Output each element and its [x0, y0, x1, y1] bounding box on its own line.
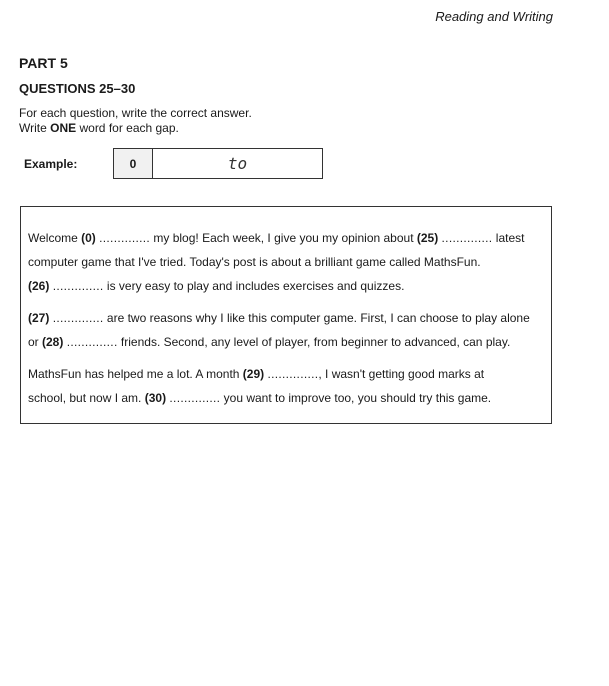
gap-26-number: (26) [28, 279, 50, 293]
gap-29-number: (29) [242, 367, 265, 381]
passage-line: computer game that I've tried. Today's post is about a brilliant game called MathsFun. [28, 255, 481, 269]
paragraph-2 [28, 306, 551, 354]
gap-30-dots: .............. [169, 391, 221, 405]
gap-25-dots: .............. [441, 231, 493, 245]
instruction-line-1: For each question, write the correct answer. [19, 106, 252, 120]
example-label: Example: [24, 157, 78, 171]
passage-line: (27) .............. are two reasons why I like this computer game. First, I can choose to play alone [28, 311, 530, 325]
gap-0-dots: .............. [99, 231, 151, 245]
paragraph-3 [28, 362, 551, 410]
gap-27-number: (27) [28, 311, 50, 325]
gap-25-number: (25) [416, 231, 439, 245]
passage-line: (26) .............. is very easy to play and includes exercises and quizzes. [28, 279, 405, 293]
passage-line: MathsFun has helped me a lot. A month (29) .............., I wasn't getting good marks at [28, 367, 485, 381]
passage-line: school, but now I am. (30) .............. you want to improve too, you should try this game. [28, 391, 492, 405]
example-row [24, 148, 334, 179]
gap-28-number: (28) [42, 335, 64, 349]
paragraph-1 [28, 226, 551, 298]
passage-line: or (28) .............. friends. Second, any level of player, from beginner to advanced, can play. [28, 335, 511, 349]
example-number: 0 [114, 149, 153, 178]
questions-title: QUESTIONS 25–30 [19, 81, 136, 96]
gap-27-dots: .............. [52, 311, 104, 325]
gap-26-dots: .............. [52, 279, 104, 293]
passage-line: Welcome (0) .............. my blog! Each week, I give you my opinion about (25) .............. latest [28, 231, 525, 245]
instructions [19, 106, 252, 136]
part-title: PART 5 [19, 55, 68, 71]
section-header: Reading and Writing [435, 9, 553, 24]
passage-box [20, 206, 552, 424]
example-answer: to [227, 154, 248, 173]
gap-30-number: (30) [144, 391, 167, 405]
instruction-line-2: Write ONE word for each gap. [19, 121, 179, 135]
gap-0-number: (0) [81, 231, 96, 245]
gap-28-dots: .............. [66, 335, 118, 349]
example-box [113, 148, 323, 179]
gap-29-dots: .............. [267, 367, 319, 381]
